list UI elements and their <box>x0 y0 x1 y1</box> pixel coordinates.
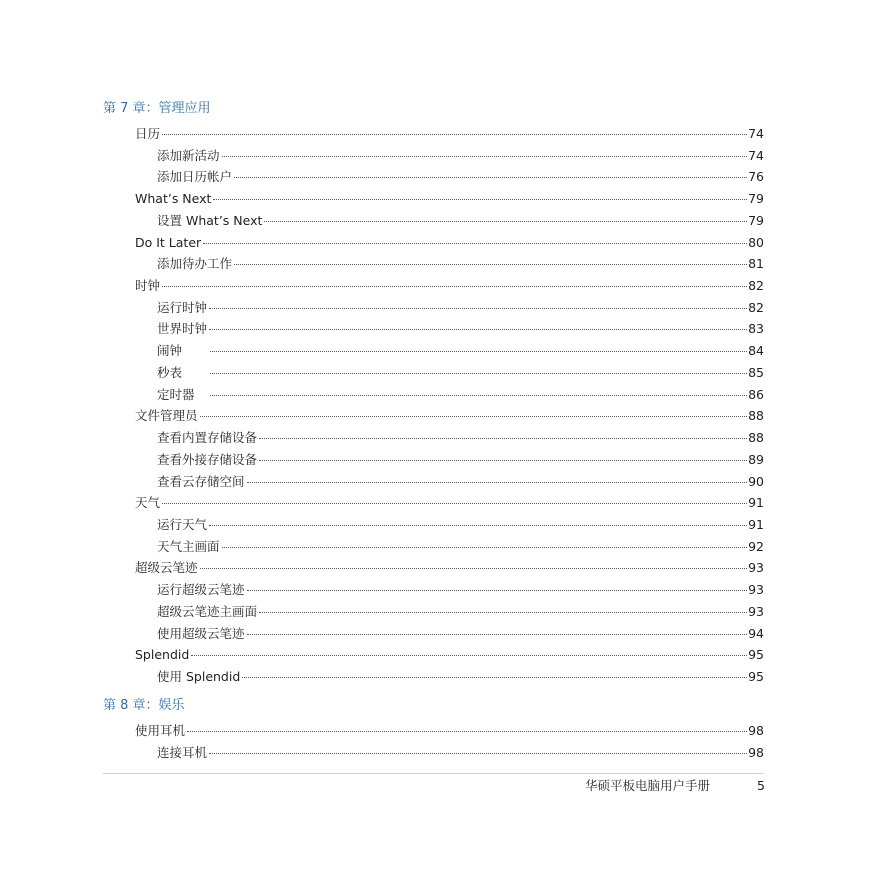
toc-entry[interactable] <box>157 744 764 762</box>
toc-entry-page: 91 <box>748 495 764 511</box>
toc-entry[interactable] <box>157 603 764 621</box>
toc-entry-page: 98 <box>748 723 764 738</box>
toc-entry[interactable] <box>157 516 764 534</box>
toc-entry-label: 添加新活动 <box>157 147 220 163</box>
toc-entry[interactable] <box>157 168 764 186</box>
toc-entry[interactable] <box>157 255 764 273</box>
toc-entry-page: 74 <box>748 147 764 163</box>
toc-entry-label: 文件管理员 <box>135 408 198 424</box>
toc-entry[interactable] <box>157 451 764 469</box>
toc-dot-leader <box>191 655 747 656</box>
toc-entry-label: 运行天气 <box>157 516 208 532</box>
chapter-7-heading: 第 7 章：管理应用 <box>103 101 211 116</box>
toc-entry-label: 闹钟 <box>157 343 183 359</box>
toc-entry-label: 使用耳机 <box>135 723 186 738</box>
toc-entry-page: 85 <box>748 364 764 380</box>
toc-entry-page: 82 <box>748 299 764 315</box>
toc-dot-leader <box>222 547 748 548</box>
toc-entry-label: 世界时钟 <box>157 321 208 337</box>
toc-dot-leader <box>209 308 747 309</box>
toc-entry[interactable] <box>157 473 764 491</box>
toc-dot-leader <box>234 264 747 265</box>
toc-entry-page: 93 <box>748 603 764 619</box>
toc-entry-page: 93 <box>748 560 764 576</box>
toc-entry[interactable] <box>135 494 764 512</box>
toc-entry[interactable] <box>135 190 764 208</box>
toc-dot-leader <box>210 373 747 374</box>
toc-entry-label: 运行超级云笔迹 <box>157 582 245 598</box>
toc-entry-label: 超级云笔迹主画面 <box>157 603 258 619</box>
toc-entry-page: 95 <box>748 647 764 663</box>
toc-entry-label: 使用 Splendid <box>157 669 241 684</box>
toc-dot-leader <box>247 482 748 483</box>
toc-entry-label: 查看云存储空间 <box>157 473 245 489</box>
toc-entry-page: 86 <box>748 386 764 402</box>
toc-entry[interactable] <box>157 364 764 382</box>
footer-page-number: 5 <box>757 778 765 793</box>
toc-entry-page: 79 <box>748 212 764 228</box>
toc-entry-page: 94 <box>748 625 764 641</box>
toc-entry-page: 92 <box>748 538 764 554</box>
toc-entry-label: 使用超级云笔迹 <box>157 625 245 641</box>
toc-dot-leader <box>200 568 748 569</box>
toc-entry-label: 添加日历帐户 <box>157 169 233 185</box>
toc-dot-leader <box>209 753 747 754</box>
toc-dot-leader <box>259 438 747 439</box>
toc-entry-label: 日历 <box>135 126 161 141</box>
toc-entry-label: 时钟 <box>135 278 161 294</box>
toc-entry-label: 秒表 <box>157 364 183 380</box>
toc-dot-leader <box>247 634 748 635</box>
toc-entry[interactable] <box>157 147 764 165</box>
toc-dot-leader <box>209 525 747 526</box>
toc-entry-page: 83 <box>748 321 764 337</box>
toc-entry[interactable] <box>157 320 764 338</box>
toc-dot-leader <box>162 503 747 504</box>
toc-entry-label: 查看外接存储设备 <box>157 451 258 467</box>
footer-divider <box>103 773 764 774</box>
toc-entry-page: 82 <box>748 278 764 294</box>
toc-entry-page: 93 <box>748 582 764 598</box>
toc-dot-leader <box>247 590 748 591</box>
toc-entry[interactable] <box>157 538 764 556</box>
toc-entry-label: 天气 <box>135 495 161 511</box>
toc-entry-page: 84 <box>748 343 764 359</box>
toc-entry-page: 88 <box>748 408 764 424</box>
toc-entry-label: 定时器 <box>157 386 195 402</box>
toc-dot-leader <box>200 416 748 417</box>
toc-entry-page: 98 <box>748 744 764 760</box>
toc-entry[interactable] <box>157 299 764 317</box>
toc-entry[interactable] <box>135 234 764 252</box>
toc-entry-label: 连接耳机 <box>157 744 208 760</box>
toc-entry-page: 76 <box>748 169 764 185</box>
toc-entry-label: 超级云笔迹 <box>135 560 198 576</box>
toc-entry-page: 81 <box>748 256 764 272</box>
toc-entry-label: What’s Next <box>135 191 212 207</box>
toc-entry-page: 89 <box>748 451 764 467</box>
toc-entry-label: 运行时钟 <box>157 299 208 315</box>
toc-entry[interactable] <box>157 386 764 404</box>
toc-entry[interactable] <box>135 559 764 577</box>
toc-entry-label: Do It Later <box>135 234 202 250</box>
toc-entry[interactable] <box>157 581 764 599</box>
toc-entry-page: 80 <box>748 234 764 250</box>
toc-entry-page: 91 <box>748 516 764 532</box>
chapter-8-heading: 第 8 章：娱乐 <box>103 698 185 713</box>
toc-entry[interactable] <box>157 212 764 230</box>
toc-dot-leader <box>259 612 747 613</box>
toc-entry-label: 添加待办工作 <box>157 256 233 272</box>
toc-entry[interactable] <box>135 407 764 425</box>
toc-entry-page: 79 <box>748 191 764 207</box>
toc-entry[interactable] <box>157 342 764 360</box>
toc-dot-leader <box>209 329 747 330</box>
toc-entry-label: 查看内置存储设备 <box>157 430 258 446</box>
toc-entry-page: 95 <box>748 669 764 684</box>
toc-dot-leader <box>259 460 747 461</box>
toc-entry[interactable] <box>157 429 764 447</box>
toc-entry-page: 88 <box>748 430 764 446</box>
toc-dot-leader <box>222 156 748 157</box>
toc-entry-label: 天气主画面 <box>157 538 220 554</box>
toc-dot-leader <box>162 286 747 287</box>
toc-entry-page: 90 <box>748 473 764 489</box>
toc-dot-leader <box>162 134 747 135</box>
toc-entry[interactable] <box>157 625 764 643</box>
toc-entry[interactable] <box>135 125 764 143</box>
toc-entry[interactable] <box>135 722 764 740</box>
toc-dot-leader <box>210 351 747 352</box>
toc-dot-leader <box>187 731 747 732</box>
footer-manual-title: 华硕平板电脑用户手册 <box>585 778 711 793</box>
toc-dot-leader <box>203 243 747 244</box>
toc-dot-leader <box>213 199 747 200</box>
toc-dot-leader <box>242 677 747 678</box>
toc-dot-leader <box>210 395 747 396</box>
toc-entry[interactable] <box>135 277 764 295</box>
toc-entry-label: Splendid <box>135 647 190 663</box>
toc-dot-leader <box>234 177 747 178</box>
toc-entry[interactable] <box>135 646 764 664</box>
toc-dot-leader <box>264 221 747 222</box>
toc-entry-label: 设置 What’s Next <box>157 212 263 228</box>
toc-entry[interactable] <box>157 668 764 686</box>
toc-entry-page: 74 <box>748 126 764 141</box>
